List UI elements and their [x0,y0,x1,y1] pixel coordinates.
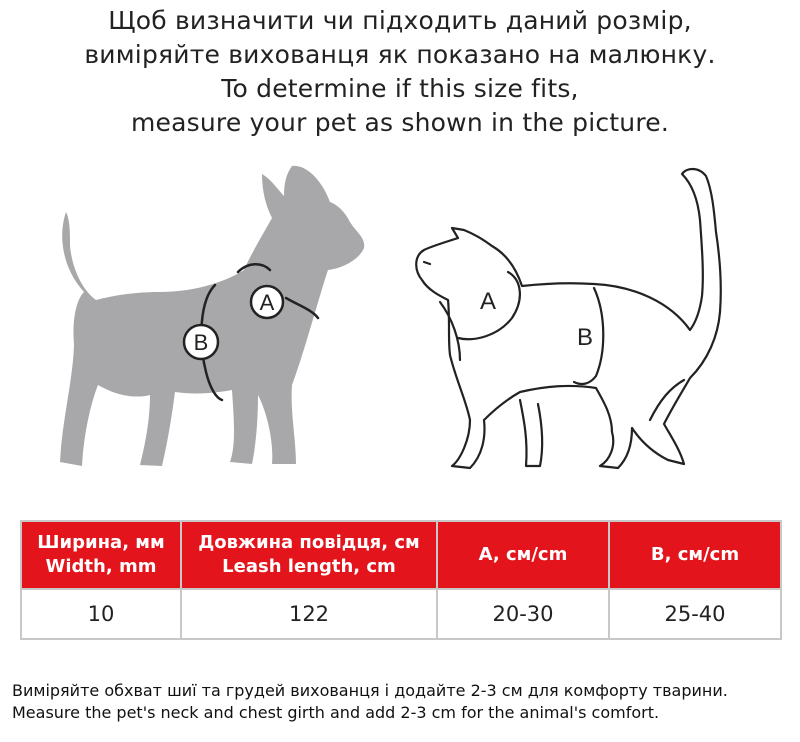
cell-b: 25-40 [609,589,781,639]
header-a [437,521,609,589]
measurement-note [12,680,800,724]
cell-leash-length: 122 [181,589,437,639]
dog-silhouette-icon [60,166,364,466]
heading-line-2: виміряйте вихованця як показано на малюнку. [84,40,716,69]
heading-line-3: To determine if this size fits, [221,74,579,103]
cat-outline-icon [416,169,721,468]
note-line-en: Measure the pet's neck and chest girth and add 2-3 cm for the animal's comfort. [12,703,660,722]
cat-label-a-text: A [479,288,497,315]
header-leash-ua: Довжина повідця, см [198,532,420,553]
measurement-illustration [0,150,800,510]
instruction-heading [0,4,800,140]
heading-line-4: measure your pet as shown in the picture. [130,108,669,137]
heading-line-1: Щоб визначити чи підходить даний розмір, [108,6,692,35]
header-width-ua: Ширина, мм [37,532,165,553]
dog-label-b-text: B [193,330,209,355]
header-leash-length [181,521,437,589]
dog-label-a [251,286,283,318]
header-width [21,521,181,589]
note-line-ua: Виміряйте обхват шиї та грудей вихованця і додайте 2-3 см для комфорту тварини. [12,681,728,700]
size-table [20,520,782,640]
header-width-en: Width, mm [45,556,157,577]
header-b [609,521,781,589]
table-header-row [21,521,781,589]
cell-a: 20-30 [437,589,609,639]
cell-width: 10 [21,589,181,639]
dog-label-a-text: A [259,290,275,315]
dog-label-b [184,325,218,359]
cat-label-b-text: B [576,324,594,351]
table-row [21,589,781,639]
header-b-label: B, см/cm [650,544,740,565]
header-a-label: A, см/cm [478,544,568,565]
header-leash-en: Leash length, cm [222,556,396,577]
